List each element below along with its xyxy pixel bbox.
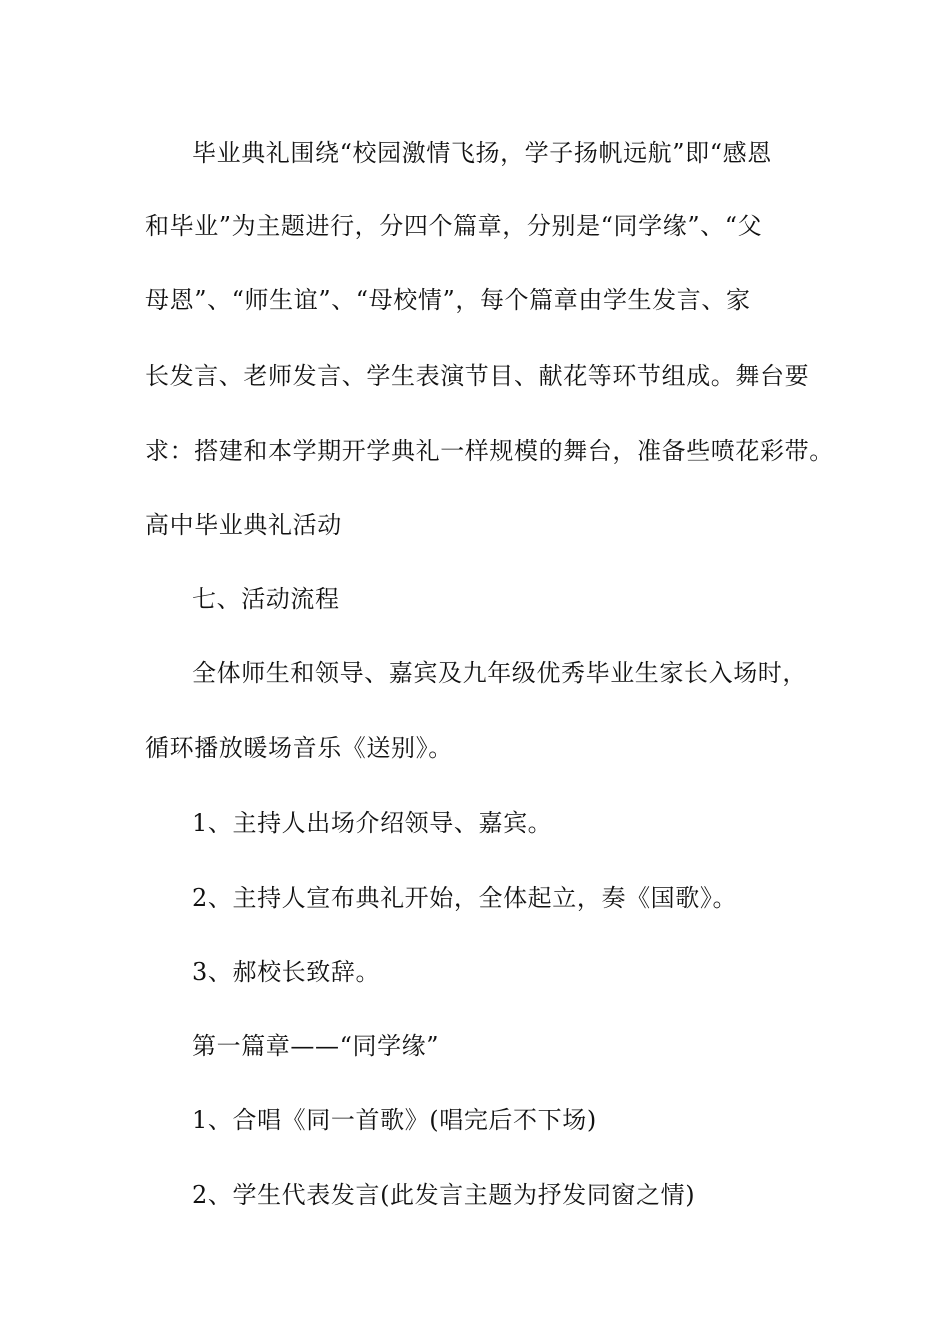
paragraph-line: 全体师生和领导、嘉宾及九年级优秀毕业生家长入场时， — [192, 659, 807, 687]
list-item: 1、主持人出场介绍领导、嘉宾。 — [192, 809, 553, 837]
section-heading: 七、活动流程 — [192, 585, 340, 613]
chapter-heading: 第一篇章——“同学缘” — [192, 1032, 440, 1060]
paragraph-line: 毕业典礼围绕“校园激情飞扬，学子扬帆远航”即“感恩 — [192, 139, 772, 167]
paragraph-line: 和毕业”为主题进行，分四个篇章，分别是“同学缘”、“父 — [145, 212, 763, 240]
section-title: 高中毕业典礼活动 — [145, 511, 342, 539]
list-item: 1、合唱《同一首歌》(唱完后不下场) — [192, 1106, 597, 1134]
list-item: 2、主持人宣布典礼开始，全体起立，奏《国歌》。 — [192, 884, 738, 912]
list-item: 3、郝校长致辞。 — [192, 958, 381, 986]
paragraph-line: 循环播放暖场音乐《送别》。 — [145, 734, 453, 762]
paragraph-line: 母恩”、“师生谊”、“母校情”，每个篇章由学生发言、家 — [145, 286, 751, 314]
paragraph-line: 长发言、老师发言、学生表演节目、献花等环节组成。舞台要 — [145, 362, 810, 390]
paragraph-line: 求：搭建和本学期开学典礼一样规模的舞台，准备些喷花彩带。 — [145, 437, 834, 465]
list-item: 2、学生代表发言(此发言主题为抒发同窗之情) — [192, 1181, 696, 1209]
